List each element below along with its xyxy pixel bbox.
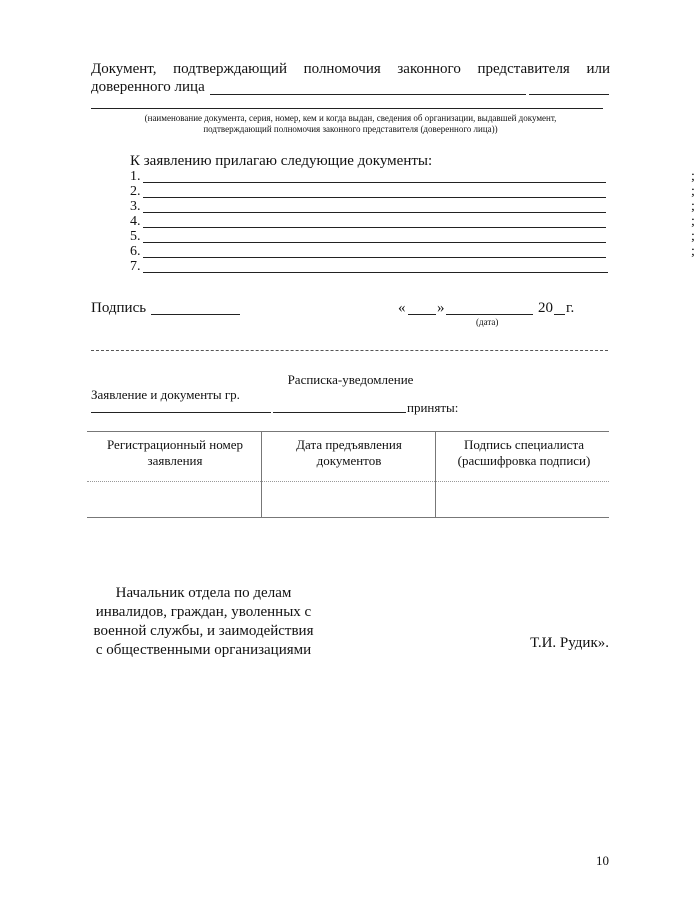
attachment-row-1 <box>91 169 695 184</box>
attachment-end: ; <box>691 199 695 214</box>
table-header-specialist-signature: Подпись специалиста (расшифровка подписи) <box>457 437 591 468</box>
table-header-submission-date: Дата предъявления документов <box>296 437 402 468</box>
table-cell-submission-date[interactable] <box>263 487 433 515</box>
table-dotted-separator <box>87 481 609 482</box>
representative-document-field-line2[interactable] <box>91 108 603 109</box>
signatory-name: Т.И. Рудик». <box>530 635 609 651</box>
signatory-position-line: военной службы, и заимодействия <box>93 623 314 639</box>
receipt-title: Расписка-уведомление <box>287 372 414 387</box>
attachment-field[interactable] <box>143 257 606 258</box>
attachment-field[interactable] <box>143 197 606 198</box>
receipt-statement-line1: Заявление и документы гр. <box>91 387 240 402</box>
signatory-position-line: инвалидов, граждан, уволенных с <box>95 604 312 620</box>
receipt-table <box>87 431 609 518</box>
attachment-end: ; <box>691 214 695 229</box>
attachment-field[interactable] <box>143 212 606 213</box>
attachment-number: 5. <box>130 229 141 244</box>
cut-line <box>91 350 608 351</box>
date-hint: (дата) <box>476 317 499 327</box>
representative-document-hint-line2: подтверждающий полномочия законного представителя (доверенного лица)) <box>203 124 498 134</box>
table-column-divider-2 <box>435 431 436 518</box>
date-month-field[interactable] <box>446 314 533 315</box>
date-year-suffix: г. <box>566 300 575 316</box>
attachment-row-3 <box>91 199 695 214</box>
date-open-quote: « <box>398 300 406 316</box>
attachment-number: 6. <box>130 244 141 259</box>
receipt-applicant-field[interactable] <box>91 412 271 413</box>
attachment-number: 7. <box>130 259 141 274</box>
attachment-field[interactable] <box>143 272 608 273</box>
date-year-prefix: 20 <box>538 300 553 316</box>
date-day-field[interactable] <box>408 314 436 315</box>
receipt-accepted-label: приняты: <box>407 400 459 415</box>
attachment-number: 2. <box>130 184 141 199</box>
attachment-row-5 <box>91 229 695 244</box>
attachment-end: ; <box>691 229 695 244</box>
table-top-border <box>87 431 609 432</box>
attachment-row-4 <box>91 214 695 229</box>
signatory-position-line: с общественными организациями <box>95 642 312 658</box>
table-cell-specialist-signature[interactable] <box>437 487 607 515</box>
signatory-position <box>91 584 316 660</box>
attachments-heading: К заявлению прилагаю следующие документы: <box>130 153 433 169</box>
table-header-registration-number: Регистрационный номер заявления <box>107 437 243 468</box>
attachment-row-2 <box>91 184 695 199</box>
attachment-number: 4. <box>130 214 141 229</box>
attachment-field[interactable] <box>143 227 606 228</box>
signatory-position-line: Начальник отдела по делам <box>115 585 292 601</box>
attachment-end: ; <box>691 244 695 259</box>
representative-document-field[interactable] <box>210 94 526 95</box>
attachment-end: ; <box>691 169 695 184</box>
date-close-quote: » <box>437 300 445 316</box>
signature-field[interactable] <box>151 314 240 315</box>
attachment-row-7 <box>91 259 610 274</box>
table-bottom-border <box>87 517 609 518</box>
attachment-end: ; <box>691 184 695 199</box>
attachment-field[interactable] <box>143 242 606 243</box>
date-year-field[interactable] <box>554 314 565 315</box>
attachment-field[interactable] <box>143 182 606 183</box>
receipt-applicant-field-2[interactable] <box>273 412 406 413</box>
table-cell-registration-number[interactable] <box>89 487 259 515</box>
page-number: 10 <box>596 853 609 868</box>
attachment-row-6 <box>91 244 695 259</box>
signature-label: Подпись <box>91 300 147 316</box>
attachment-number: 1. <box>130 169 141 184</box>
representative-document-hint-line1: (наименование документа, серия, номер, кем и когда выдан, сведения об организации, выдавшей документ, <box>144 113 557 123</box>
representative-document-line1: Документ, подтверждающий полномочия законного представителя или <box>91 61 610 77</box>
attachment-number: 3. <box>130 199 141 214</box>
representative-document-line2: доверенного лица <box>91 79 205 95</box>
table-column-divider-1 <box>261 431 262 518</box>
representative-document-field-end[interactable] <box>529 94 609 95</box>
